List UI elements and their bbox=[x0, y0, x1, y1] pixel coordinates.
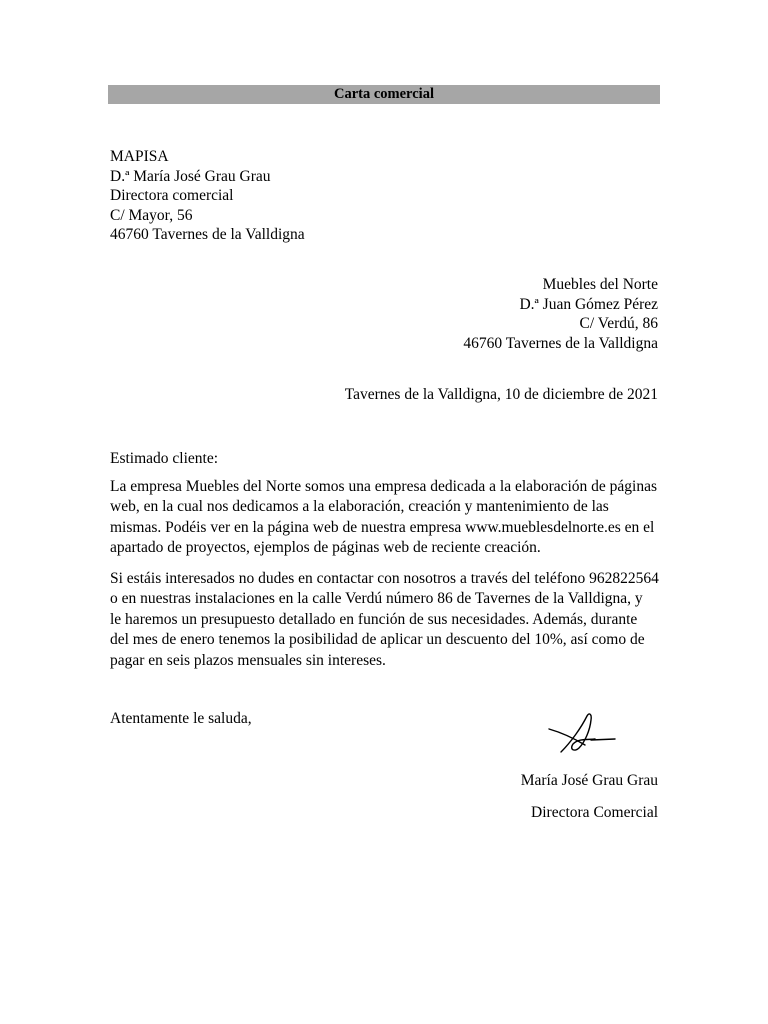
signer-role: Directora Comercial bbox=[531, 804, 658, 821]
paragraph-line: web, en la cual nos dedicamos a la elaboración, creación y mantenimiento de las bbox=[110, 498, 609, 516]
recipient-city: 46760 Tavernes de la Valldigna bbox=[463, 334, 658, 352]
sender-company: MAPISA bbox=[110, 148, 169, 165]
recipient-address-block bbox=[463, 275, 658, 353]
body-paragraph-1 bbox=[110, 477, 665, 559]
sender-role: Directora comercial bbox=[110, 187, 234, 205]
letter-date: Tavernes de la Valldigna, 10 de diciembre de 2021 bbox=[344, 386, 658, 403]
paragraph-line: La empresa Muebles del Norte somos una empresa dedicada a la elaboración de páginas bbox=[110, 478, 658, 495]
greeting: Estimado cliente: bbox=[110, 450, 219, 467]
closing-salutation: Atentamente le saluda, bbox=[110, 710, 252, 727]
signer-name: María José Grau Grau bbox=[520, 772, 658, 789]
recipient-company: Muebles del Norte bbox=[542, 276, 658, 293]
paragraph-line: pagar en seis plazos mensuales sin intereses. bbox=[110, 651, 386, 669]
recipient-street: C/ Verdú, 86 bbox=[579, 315, 658, 333]
body-paragraph-2 bbox=[110, 569, 665, 671]
sender-city: 46760 Tavernes de la Valldigna bbox=[110, 226, 305, 244]
paragraph-line: apartado de proyectos, ejemplos de páginas web de reciente creación. bbox=[110, 539, 541, 557]
sender-name: D.ª María José Grau Grau bbox=[110, 167, 271, 185]
signature-icon bbox=[545, 712, 619, 756]
paragraph-line: del mes de enero tenemos la posibilidad de aplicar un descuento del 10%, así como de bbox=[110, 631, 645, 649]
paragraph-line: le haremos un presupuesto detallado en función de sus necesidades. Además, durante bbox=[110, 610, 638, 628]
sender-address-block bbox=[110, 147, 305, 245]
recipient-name: D.ª Juan Gómez Pérez bbox=[519, 295, 658, 313]
sender-street: C/ Mayor, 56 bbox=[110, 206, 193, 224]
paragraph-line: mismas. Podéis ver en la página web de nuestra empresa www.mueblesdelnorte.es en el bbox=[110, 518, 655, 536]
paragraph-line: Si estáis interesados no dudes en contactar con nosotros a través del teléfono 962822564 bbox=[110, 570, 659, 587]
paragraph-line: o en nuestras instalaciones en la calle Verdú número 86 de Tavernes de la Valldigna, y bbox=[110, 590, 643, 608]
document-title: Carta comercial bbox=[108, 85, 660, 104]
